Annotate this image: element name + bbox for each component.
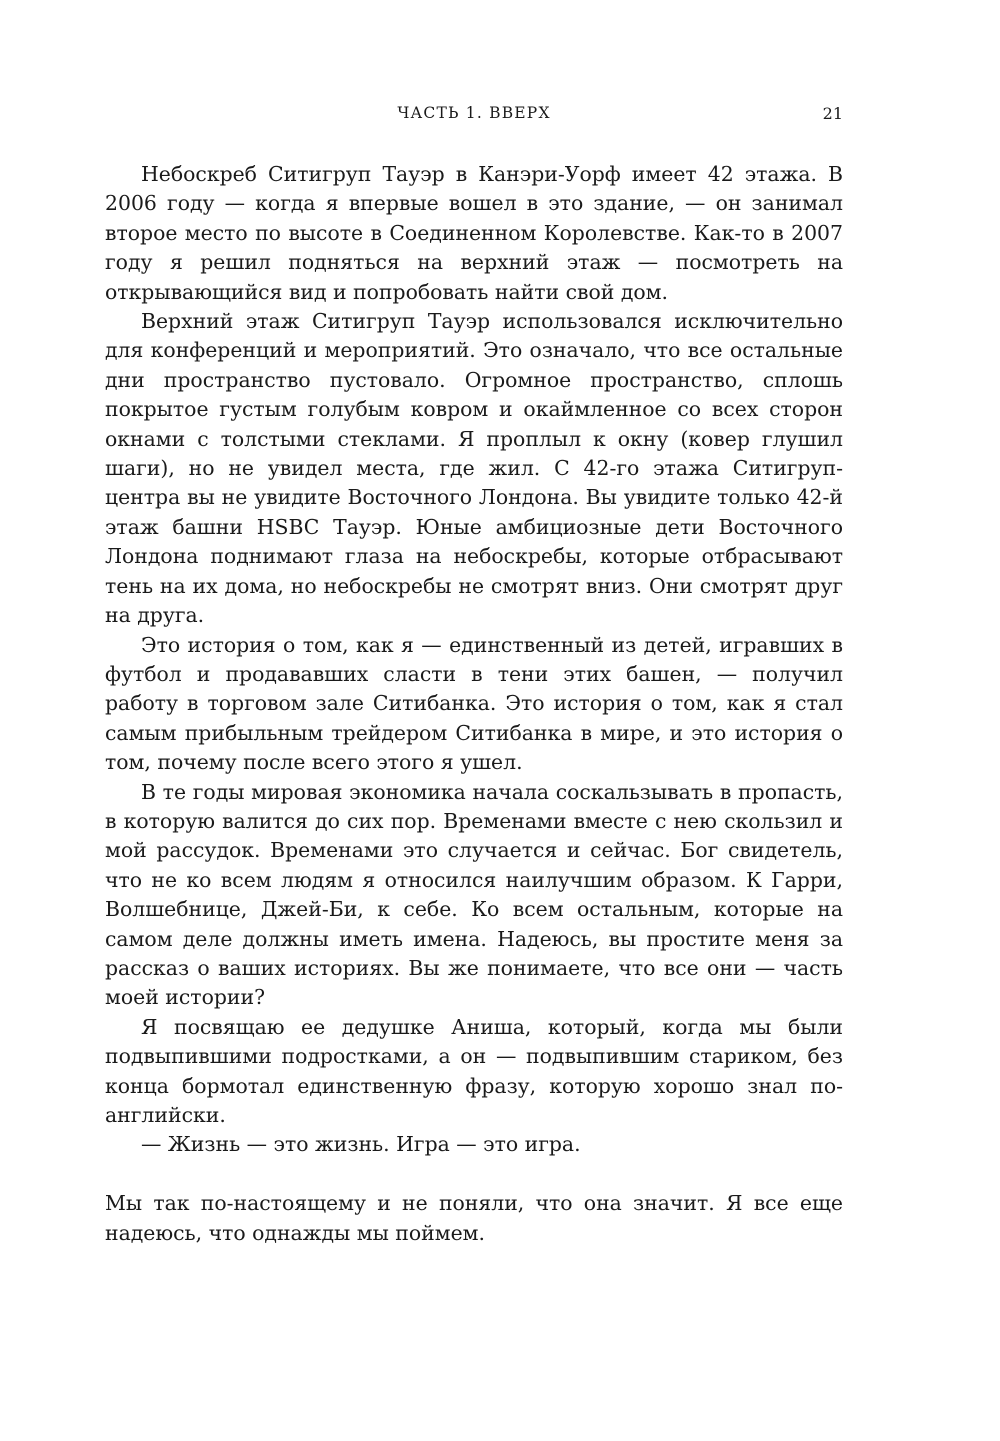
paragraph: Верхний этаж Ситигруп Тауэр использовался исключительно для конференций и мероприятий. Это означало, что все остальные дни пространство пустовало. Огромное пространство, сплошь покрытое густым голубым ковром и окаймленное со всех сторон окнами с толстыми стеклами. Я проплыл к окну (ковер глушил шаги), но не увидел места, где жил. С 42-го этажа Ситигруп-центра вы не увидите Восточного Лондона. Вы увидите только 42-й этаж башни HSBC Тауэр. Юные амбициозные дети Восточного Лондона поднимают глаза на небоскребы, которые отбрасывают тень на их дома, но небоскребы не смотрят вниз. Они смотрят друг на друга. [105, 309, 843, 628]
paragraph: Я посвящаю ее дедушке Аниша, который, когда мы были подвыпившими подростками, а он — подвыпившим стариком, без конца бормотал единственную фразу, которую хорошо знал по-английски. [105, 1014, 843, 1127]
running-head [105, 100, 843, 128]
page-number: 21 [822, 104, 843, 123]
body-text [105, 160, 843, 1248]
dialogue-line: — Жизнь — это жизнь. Игра — это игра. [141, 1132, 581, 1157]
paragraph: Небоскреб Ситигруп Тауэр в Канэри-Уорф имеет 42 этажа. В 2006 году — когда я впервые вошел в это здание, — он занимал второе место по высоте в Соединенном Королевстве. Как-то в 2007 году я решил подняться на верхний этаж — посмотреть на открывающийся вид и попробовать найти свой дом. [105, 162, 843, 304]
chapter-title: ЧАСТЬ 1. ВВЕРХ [397, 104, 551, 122]
paragraph: В те годы мировая экономика начала соскальзывать в пропасть, в которую валится до сих пор. Временами вместе с нею скользил и мой рассудок. Временами это случается и сейчас. Бог свидетель, что не ко всем людям я относился наилучшим образом. К Гарри, Волшебнице, Джей-Би, к себе. Ко всем остальным, которые на самом деле должны иметь имена. Надеюсь, вы простите меня за рассказ о ваших историях. Вы же понимаете, что все они — часть моей истории? [105, 779, 843, 1010]
paragraph: Это история о том, как я — единственный из детей, игравших в футбол и продававших сласти в тени этих башен, — получил работу в торговом зале Ситибанка. Это история о том, как я стал самым прибыльным трейдером Ситибанка в мире, и это история о том, почему после всего этого я ушел. [105, 632, 843, 775]
closing-paragraph: Мы так по-настоящему и не поняли, что она значит. Я все еще надеюсь, что однажды мы поймем. [105, 1191, 843, 1245]
